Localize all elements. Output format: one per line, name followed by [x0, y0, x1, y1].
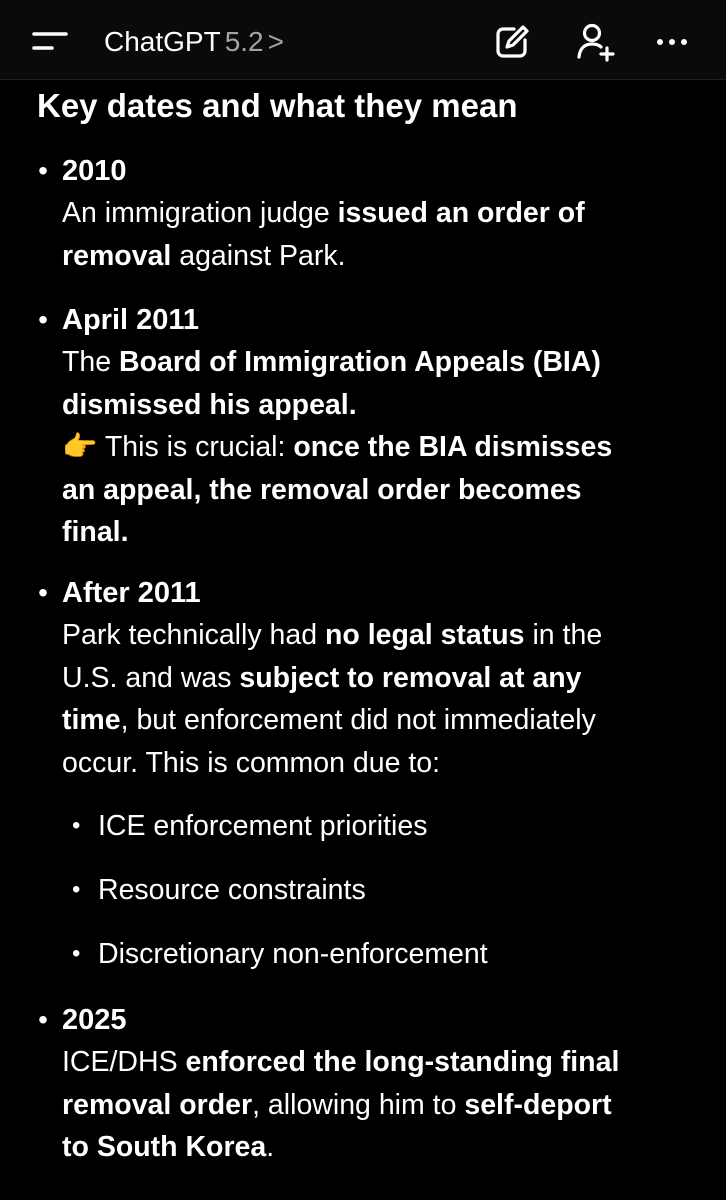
bold-text: to South Korea — [62, 1131, 267, 1163]
text-run: U.S. and was — [62, 661, 240, 694]
sub-bullet: • — [72, 876, 81, 903]
text-run: , but enforcement did not immediately — [120, 704, 596, 736]
bullet: • — [38, 155, 48, 186]
entry-body — [62, 192, 712, 277]
text-run: , allowing him to — [252, 1088, 465, 1121]
text-run: ICE/DHS — [62, 1046, 186, 1078]
text-line — [62, 192, 712, 235]
bold-text: Board of Immigration Appeals (BIA) — [119, 346, 601, 378]
more-icon[interactable] — [652, 20, 696, 64]
text-run: . — [266, 1131, 275, 1163]
bold-text: time — [62, 704, 121, 736]
text-line — [62, 384, 712, 427]
bold-text: removal — [62, 239, 172, 272]
text-run: An immigration judge — [62, 197, 338, 229]
section-heading: Key dates and what they mean — [37, 87, 518, 124]
bold-text: issued an order of — [337, 197, 585, 229]
app-name: ChatGPT — [104, 26, 221, 57]
entry-title: After 2011 — [62, 577, 201, 609]
top-bar — [0, 0, 726, 80]
text-line — [62, 614, 712, 657]
bold-text: an appeal, the removal order becomes — [62, 473, 582, 506]
entry-body — [62, 1041, 712, 1169]
text-line — [62, 511, 712, 554]
add-user-icon[interactable] — [574, 20, 618, 64]
bold-text: self-deport — [464, 1088, 612, 1121]
text-line — [62, 341, 712, 384]
text-line — [62, 1084, 712, 1127]
text-line — [62, 426, 712, 469]
bold-text: once the BIA dismisses — [293, 431, 613, 463]
bold-text: final. — [62, 516, 129, 548]
bullet: • — [38, 577, 48, 608]
sub-list-item: Resource constraints — [98, 874, 366, 906]
bold-text: enforced the long-standing final — [185, 1046, 620, 1078]
text-line — [62, 1041, 712, 1084]
text-line — [62, 657, 712, 700]
sub-bullet: • — [72, 812, 81, 839]
text-run: in the — [524, 619, 603, 651]
entry-title: 2010 — [62, 155, 127, 187]
bold-text: removal order — [62, 1088, 253, 1121]
bold-text: dismissed his appeal. — [62, 388, 357, 421]
text-run: occur. This is common due to: — [62, 746, 441, 779]
text-run: Park technically had — [62, 619, 325, 651]
text-line — [62, 235, 712, 278]
model-selector[interactable] — [104, 20, 284, 64]
sub-list-item: Discretionary non-enforcement — [98, 938, 488, 970]
bullet: • — [38, 304, 48, 335]
entry-body — [62, 614, 712, 784]
entry-title: 2025 — [62, 1004, 127, 1036]
entry-title: April 2011 — [62, 304, 200, 336]
text-run: 👉 This is crucial: — [62, 431, 294, 463]
text-run: against Park. — [171, 239, 346, 272]
chevron-right-icon: > — [267, 26, 284, 57]
sub-bullet: • — [72, 940, 81, 967]
text-line — [62, 699, 712, 742]
menu-icon[interactable] — [28, 24, 72, 60]
text-line — [62, 1126, 712, 1169]
sub-list-item: ICE enforcement priorities — [98, 810, 428, 842]
edit-icon[interactable] — [490, 20, 534, 64]
bullet: • — [38, 1004, 48, 1035]
bold-text: subject to removal at any — [239, 661, 582, 694]
bold-text: no legal status — [324, 619, 525, 651]
text-run: The — [62, 346, 120, 378]
entry-body — [62, 341, 712, 554]
text-line — [62, 469, 712, 512]
model-version: 5.2 — [224, 26, 264, 57]
text-line — [62, 742, 712, 785]
